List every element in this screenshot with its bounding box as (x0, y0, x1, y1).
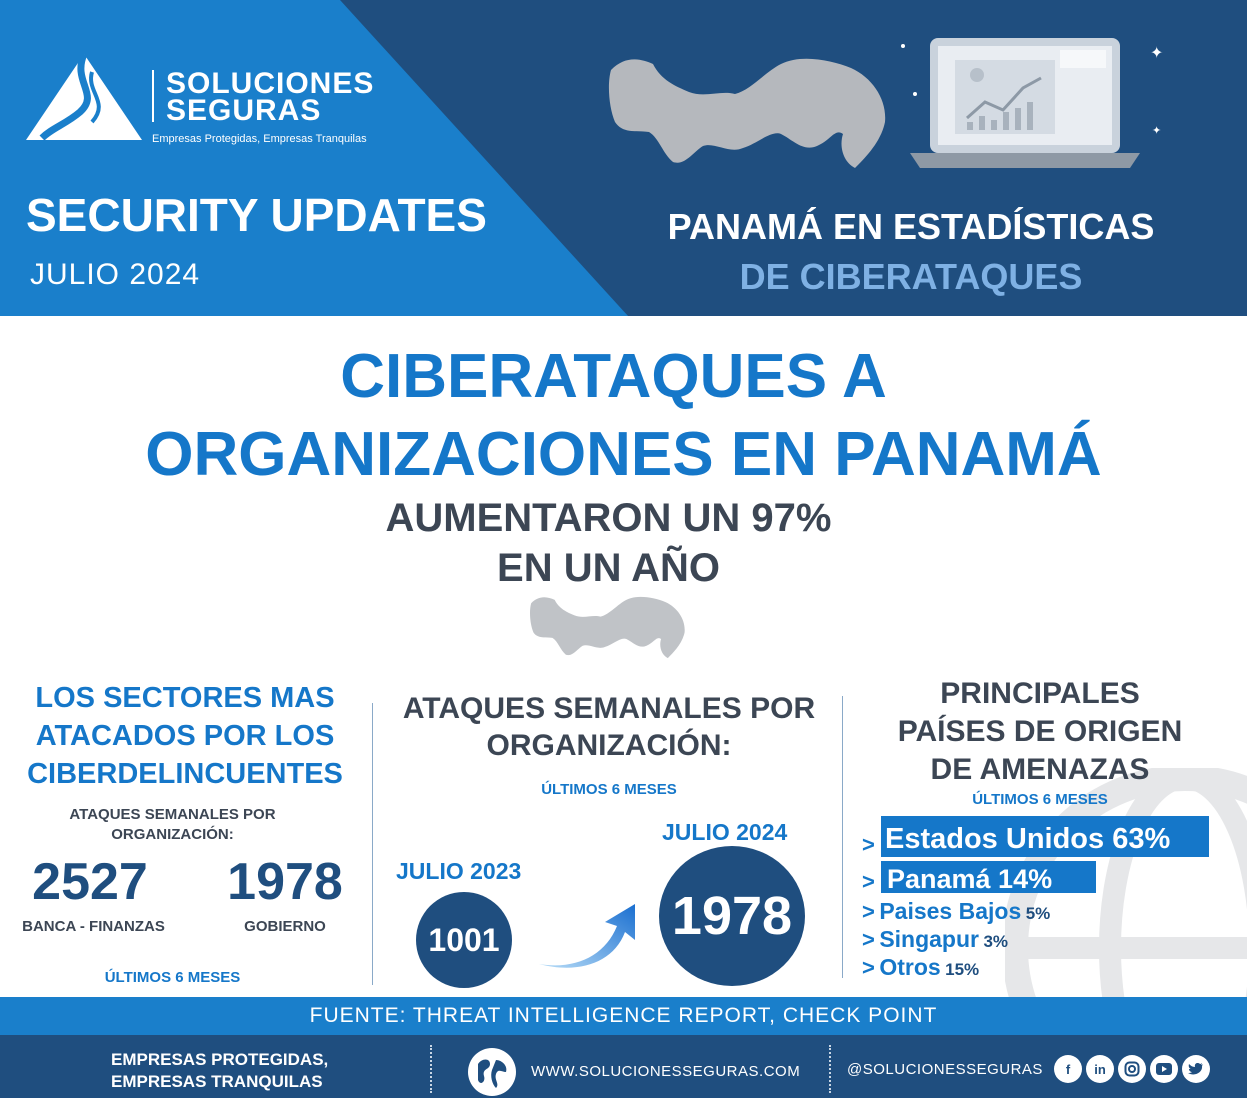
brand-name-line1: SOLUCIONES (166, 67, 375, 100)
country-others (862, 954, 979, 981)
footer-slogan-line2: EMPRESAS TRANQUILAS (111, 1072, 323, 1091)
logo-divider (152, 70, 154, 122)
country-name: Paises Bajos (879, 898, 1022, 924)
weekly-after-label: JULIO 2024 (662, 819, 788, 845)
origins-title-line2: PAÍSES DE ORIGEN (897, 715, 1183, 748)
twitter-icon[interactable] (1182, 1055, 1210, 1083)
laptop-chart-icon (895, 30, 1225, 180)
panama-map-small-icon (527, 592, 691, 662)
bullet-marker: > (862, 927, 875, 952)
facebook-icon[interactable]: f (1054, 1055, 1082, 1083)
svg-text:✦: ✦ (1152, 125, 1162, 137)
country-percent: 15% (945, 960, 980, 979)
origins-period: ÚLTIMOS 6 MESES (972, 791, 1108, 808)
country-united-states: Estados Unidos 63% (881, 816, 1209, 857)
origins-title-line1: PRINCIPALES (940, 677, 1140, 710)
country-percent: 5% (1025, 904, 1051, 923)
social-handle: @SOLUCIONESSEGURAS (847, 1061, 1043, 1078)
footer-slogan-line1: EMPRESAS PROTEGIDAS, (111, 1050, 329, 1069)
security-updates-title: SECURITY UPDATES (26, 189, 487, 241)
country-percent: 3% (983, 932, 1009, 951)
bullet-marker: > (862, 832, 875, 857)
svg-text:✦: ✦ (1150, 45, 1164, 62)
globe-icon (466, 1046, 518, 1098)
sectors-title-line2: ATACADOS POR LOS (35, 720, 335, 752)
headline-sub-line1: AUMENTARON UN 97% (385, 496, 832, 540)
bullet-marker: > (862, 869, 875, 894)
weekly-before-label: JULIO 2023 (396, 858, 522, 884)
website-link[interactable]: WWW.SOLUCIONESSEGURAS.COM (531, 1063, 801, 1080)
sectors-period: ÚLTIMOS 6 MESES (104, 969, 241, 986)
stats-title-line2: DE CIBERATAQUES (739, 256, 1083, 297)
sector-gobierno-value: 1978 (227, 853, 343, 911)
logo-icon (22, 52, 146, 148)
sectors-caption-line2: ORGANIZACIÓN: (111, 826, 234, 843)
bullet-marker: > (862, 899, 875, 924)
country-panama: Panamá 14% (881, 861, 1096, 893)
linkedin-icon[interactable]: in (1086, 1055, 1114, 1083)
footer-divider-2 (829, 1045, 831, 1093)
footer (0, 1035, 1247, 1098)
footer-divider-1 (430, 1045, 432, 1093)
header-banner (0, 0, 1247, 316)
country-name: Otros (879, 954, 941, 980)
sectors-caption-line1: ATAQUES SEMANALES POR (69, 806, 276, 823)
youtube-icon[interactable] (1150, 1055, 1178, 1083)
column-divider-1 (372, 703, 373, 985)
stats-title-line1: PANAMÁ EN ESTADÍSTICAS (667, 206, 1155, 247)
country-netherlands (862, 898, 1050, 925)
sector-banca-value: 2527 (32, 853, 148, 911)
headline-line2: ORGANIZACIONES EN PANAMÁ (145, 420, 1102, 489)
origins-title-line3: DE AMENAZAS (930, 753, 1150, 786)
brand-name-line2: SEGURAS (166, 94, 322, 127)
sector-banca-label: BANCA - FINANZAS (22, 918, 165, 935)
panama-map-icon (605, 50, 895, 175)
instagram-icon[interactable] (1118, 1055, 1146, 1083)
source-bar: FUENTE: THREAT INTELLIGENCE REPORT, CHECK POINT (0, 997, 1247, 1035)
bullet-marker: > (862, 955, 875, 980)
weekly-period: ÚLTIMOS 6 MESES (541, 781, 677, 798)
weekly-after-circle: 1978 (659, 846, 805, 986)
sectors-title-line1: LOS SECTORES MAS (35, 682, 335, 714)
column-divider-2 (842, 696, 843, 978)
increase-arrow-icon (535, 900, 640, 972)
issue-date: JULIO 2024 (30, 258, 201, 291)
weekly-before-circle: 1001 (416, 892, 512, 988)
country-name: Singapur (879, 926, 979, 952)
sectors-title-line3: CIBERDELINCUENTES (27, 758, 343, 790)
country-singapore (862, 926, 1008, 953)
weekly-title-line2: ORGANIZACIÓN: (486, 729, 732, 762)
headline-line1: CIBERATAQUES A (340, 342, 887, 411)
brand-tagline: Empresas Protegidas, Empresas Tranquilas (152, 133, 367, 145)
headline-sub-line2: EN UN AÑO (497, 546, 720, 590)
sector-gobierno-label: GOBIERNO (244, 918, 326, 935)
weekly-title-line1: ATAQUES SEMANALES POR (402, 692, 816, 725)
